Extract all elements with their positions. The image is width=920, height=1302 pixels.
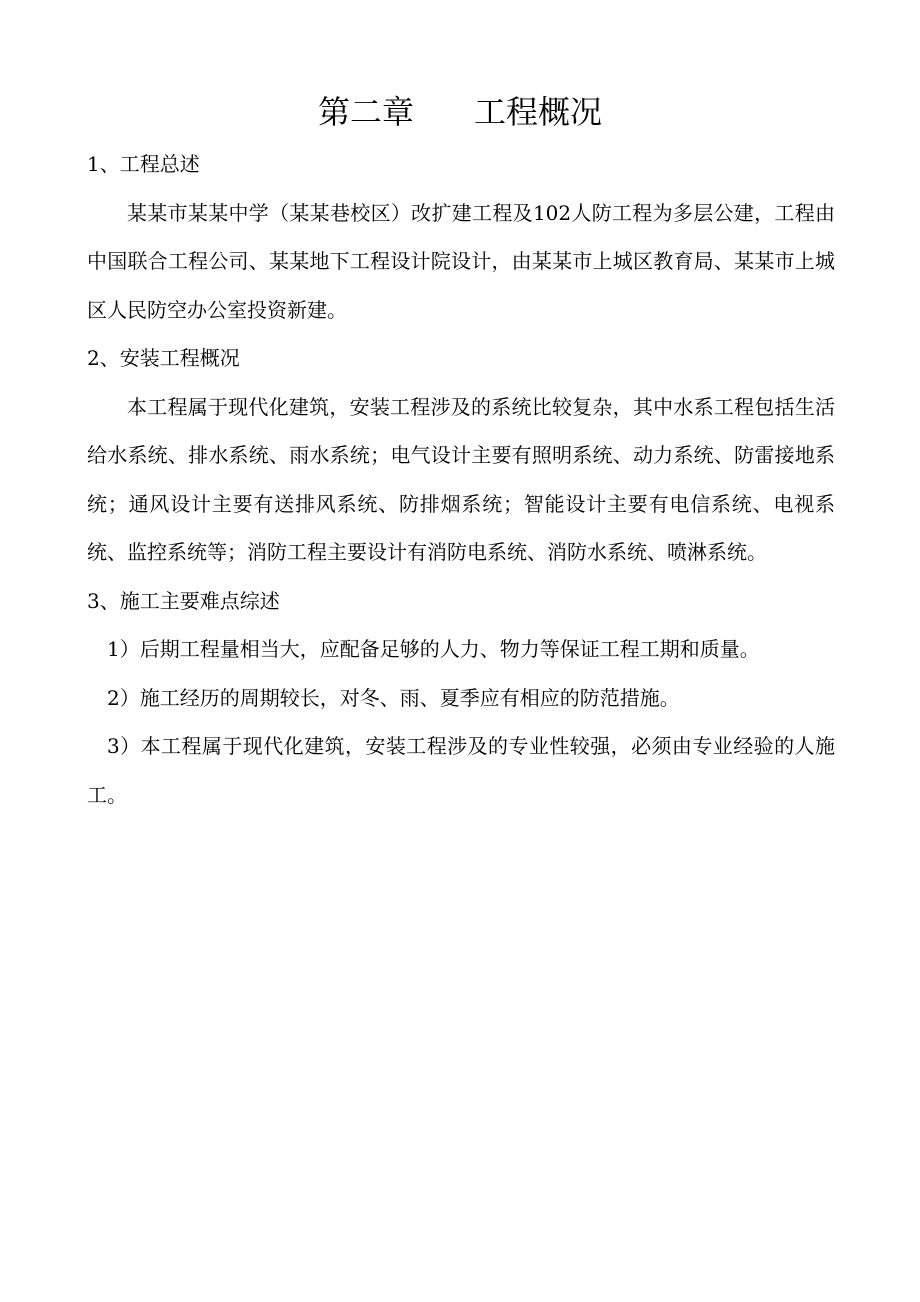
section-paragraph-installation: 本工程属于现代化建筑，安装工程涉及的系统比较复杂，其中水系工程包括生活给水系统、排水系统、雨水系统；电气设计主要有照明系统、动力系统、防雷接地系统；通风设计主要有送排风系统、防排烟系统；智能设计主要有电信系统、电视系统、监控系统等；消防工程主要设计有消防电系统、消防水系统、喷淋系统。 <box>87 394 835 564</box>
section-heading-overview: 1、工程总述 <box>87 152 200 176</box>
difficulty-item-2: 2）施工经历的周期较长，对冬、雨、夏季应有相应的防范措施。 <box>107 685 680 710</box>
difficulty-item-3: 3）本工程属于现代化建筑，安装工程涉及的专业性较强，必须由专业经验的人施工。 <box>87 734 835 807</box>
section-heading-difficulties: 3、施工主要难点综述 <box>87 588 280 613</box>
chapter-title <box>0 88 920 136</box>
section-paragraph-overview: 某某市某某中学（某某巷校区）改扩建工程及102人防工程为多层公建，工程由中国联合工程公司、某某地下工程设计院设计，由某某市上城区教育局、某某市上城区人民防空办公室投资新建。 <box>87 200 835 322</box>
chapter-label: 第二章 <box>317 93 414 131</box>
section-heading-installation: 2、安装工程概况 <box>87 346 240 370</box>
chapter-name: 工程概况 <box>474 93 603 131</box>
difficulty-item-1: 1）后期工程量相当大，应配备足够的人力、物力等保证工程工期和质量。 <box>107 637 760 661</box>
document-body <box>87 140 835 819</box>
